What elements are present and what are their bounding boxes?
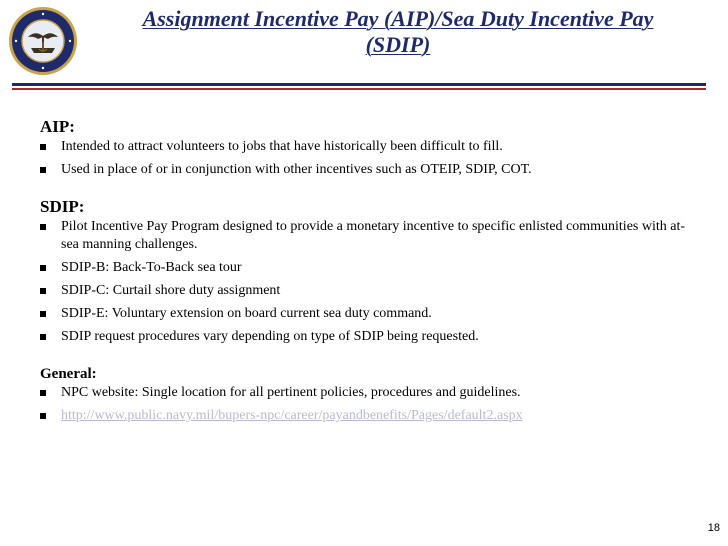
- bullet-list-sdip: [40, 218, 700, 346]
- bullet-list-general: [40, 384, 700, 425]
- list-item: [40, 259, 700, 277]
- square-bullet-icon: [40, 167, 46, 173]
- section-heading-general: General:: [40, 366, 97, 382]
- title-line-1: Assignment Incentive Pay (AIP)/Sea Duty Incentive Pay: [142, 6, 654, 31]
- list-item: [40, 407, 700, 425]
- list-item-text: SDIP-B: Back-To-Back sea tour: [61, 260, 242, 275]
- bullet-list-aip: [40, 138, 700, 179]
- list-item: [40, 384, 700, 402]
- list-item-text: Pilot Incentive Pay Program designed to provide a monetary incentive to specific enlisted communities with at-sea manning challenges.: [61, 219, 686, 252]
- page-title: [98, 6, 698, 58]
- header-rule-navy: [12, 83, 706, 86]
- slide-content: [40, 116, 700, 430]
- section-heading-sdip: SDIP:: [40, 197, 85, 216]
- list-item: [40, 282, 700, 300]
- list-item-text: NPC website: Single location for all pertinent policies, procedures and guidelines.: [61, 385, 521, 400]
- square-bullet-icon: [40, 224, 46, 230]
- section-aip: [40, 116, 700, 179]
- list-item-text: SDIP-E: Voluntary extension on board current sea duty command.: [61, 306, 432, 321]
- section-general: [40, 364, 700, 425]
- square-bullet-icon: [40, 311, 46, 317]
- list-item: [40, 328, 700, 346]
- square-bullet-icon: [40, 144, 46, 150]
- list-item-text: Used in place of or in conjunction with other incentives such as OTEIP, SDIP, COT.: [61, 162, 532, 177]
- npc-website-link[interactable]: http://www.public.navy.mil/bupers-npc/career/payandbenefits/Pages/default2.aspx: [61, 408, 523, 423]
- section-heading-aip: AIP:: [40, 117, 75, 136]
- page-number: 18: [707, 522, 720, 534]
- list-item: [40, 305, 700, 323]
- list-item-text: Intended to attract volunteers to jobs that have historically been difficult to fill.: [61, 139, 503, 154]
- seal-icon: [8, 6, 78, 76]
- square-bullet-icon: [40, 334, 46, 340]
- header-rule-red: [12, 88, 706, 90]
- title-line-2: (SDIP): [365, 32, 431, 57]
- list-item-text: SDIP request procedures vary depending on type of SDIP being requested.: [61, 329, 479, 344]
- square-bullet-icon: [40, 390, 46, 396]
- list-item: [40, 161, 700, 179]
- square-bullet-icon: [40, 265, 46, 271]
- square-bullet-icon: [40, 413, 46, 419]
- section-sdip: [40, 196, 700, 346]
- list-item: [40, 138, 700, 156]
- square-bullet-icon: [40, 288, 46, 294]
- list-item-text: SDIP-C: Curtail shore duty assignment: [61, 283, 281, 298]
- list-item: [40, 218, 700, 254]
- navy-seal-logo: [8, 6, 78, 76]
